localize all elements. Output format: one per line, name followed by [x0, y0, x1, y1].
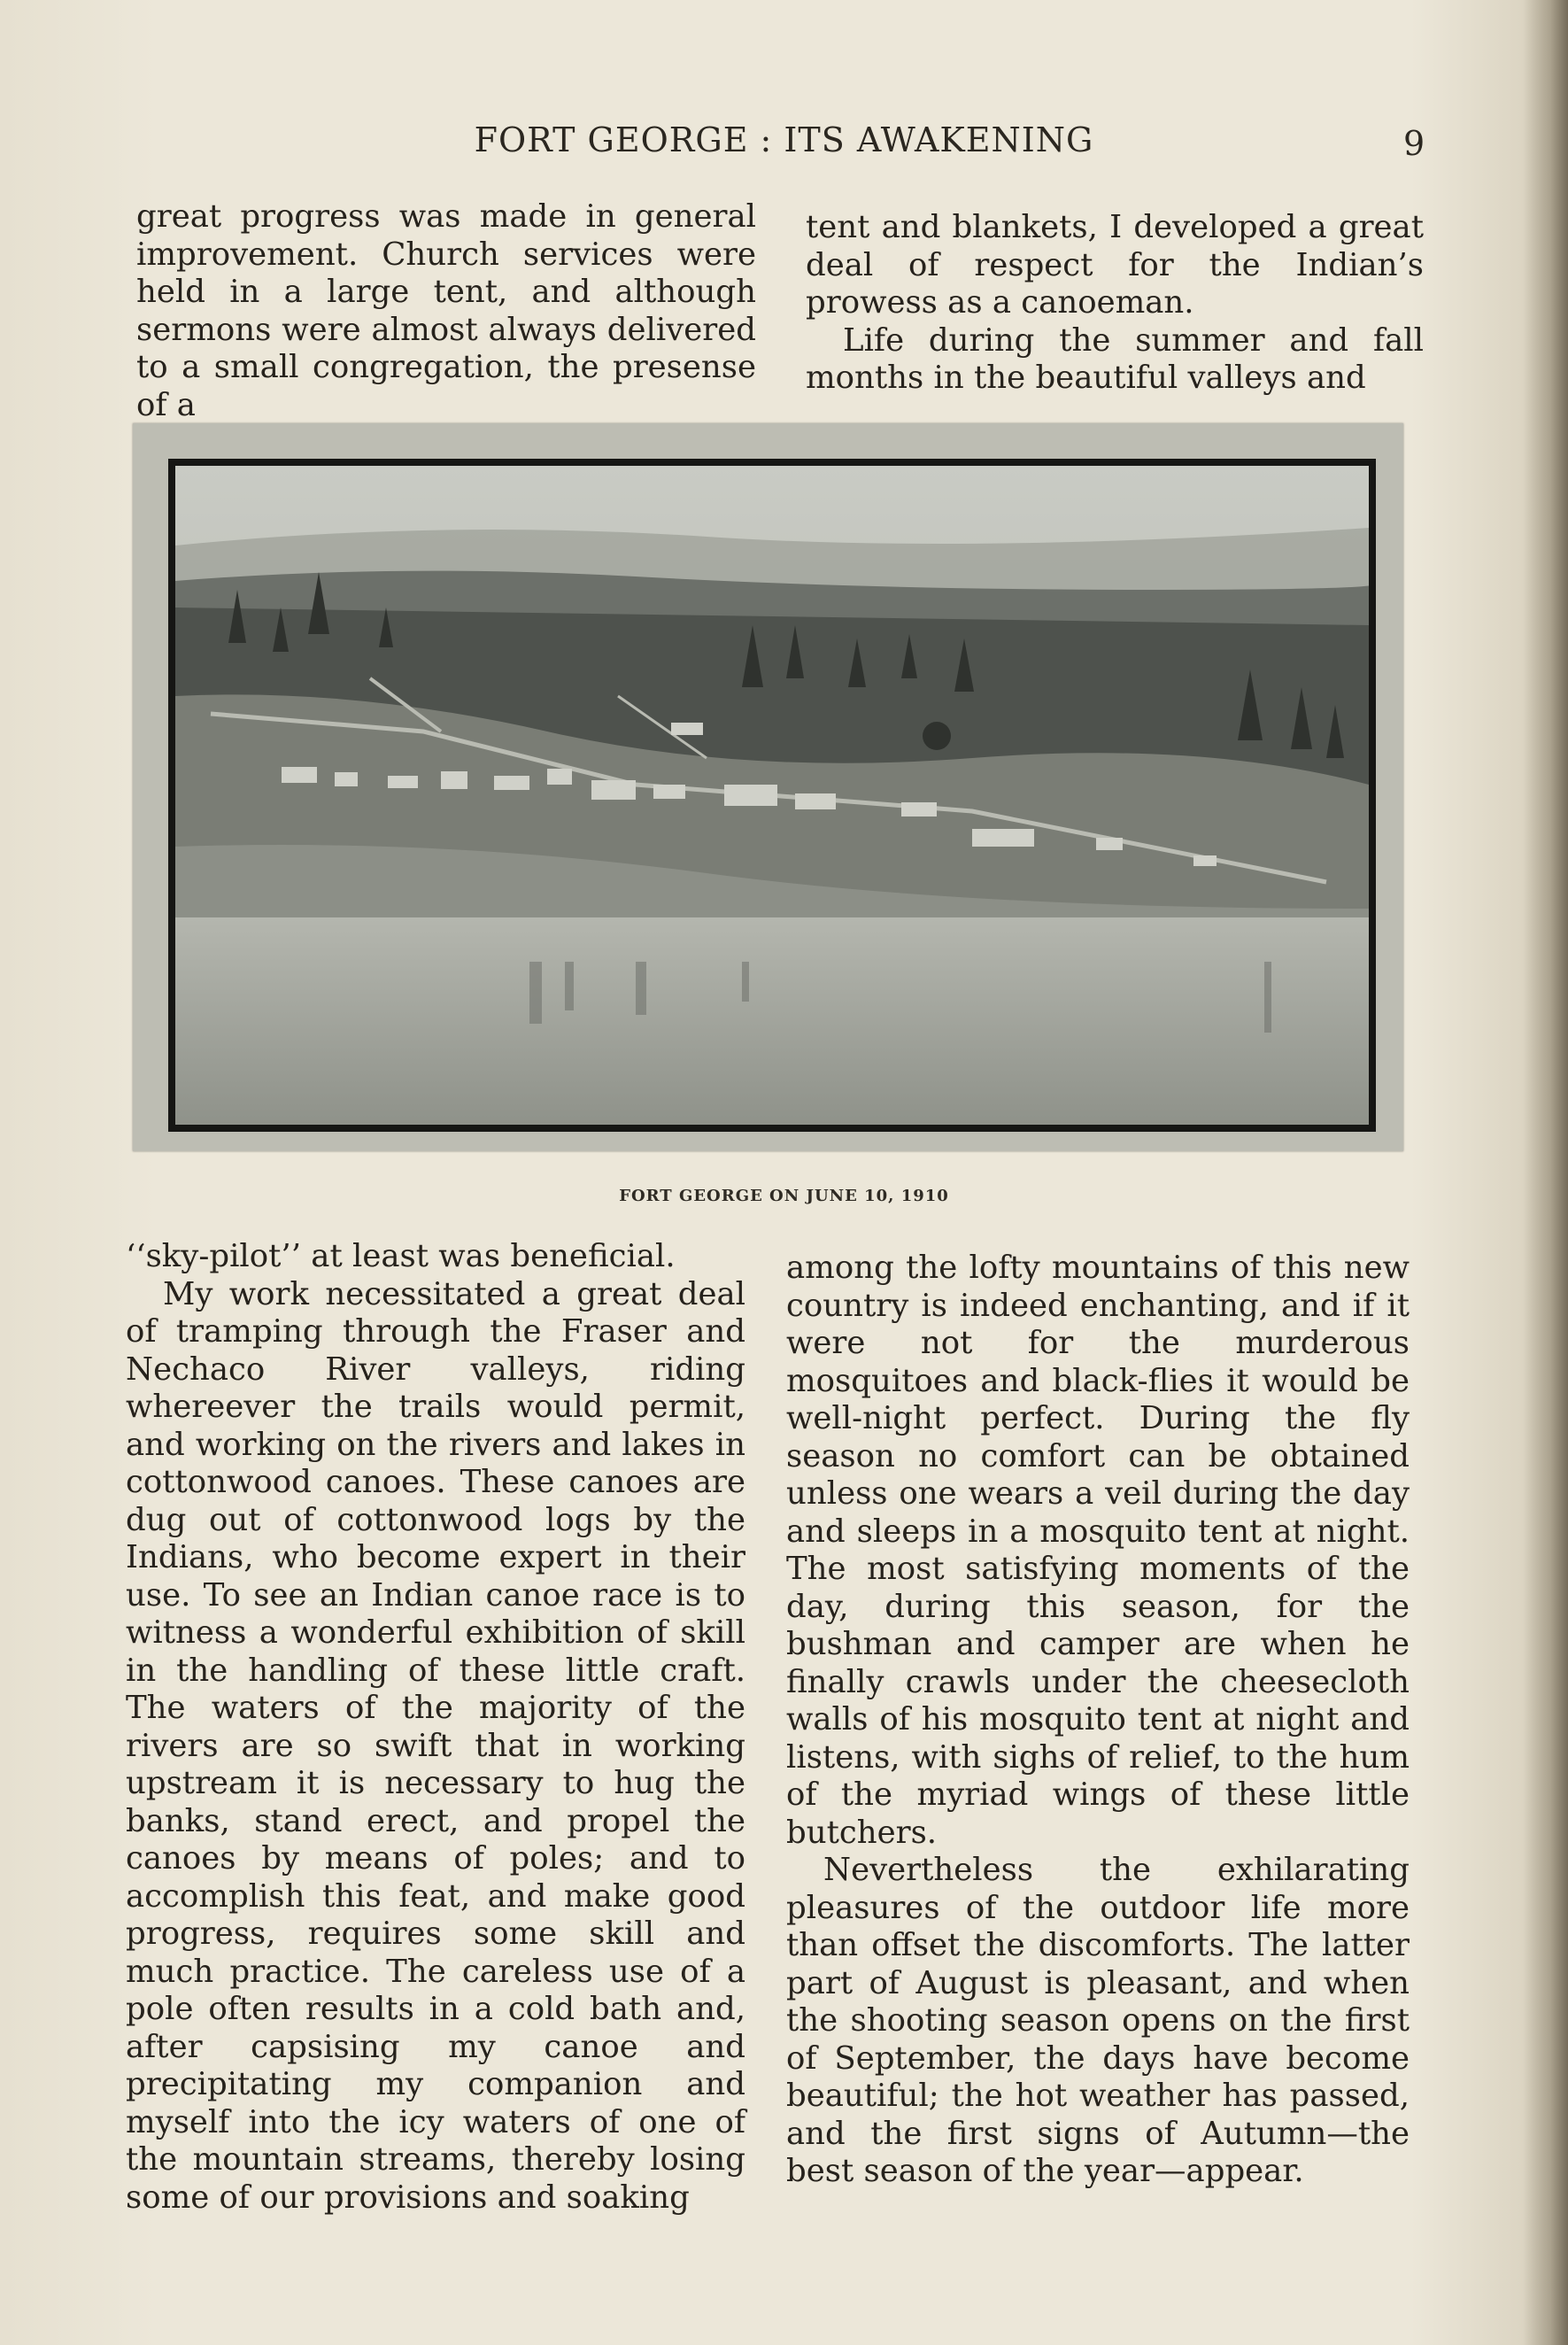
- page-number: 9: [1403, 124, 1425, 163]
- page-edge-shadow: [1524, 0, 1568, 2345]
- paragraph: ‘‘sky-pilot’’ at least was beneficial.: [126, 1238, 676, 1274]
- paragraph: Life during the summer and fall months in the beautiful valleys and: [806, 321, 1424, 396]
- figure-caption: FORT GEORGE ON JUNE 10, 1910: [619, 1187, 949, 1205]
- paragraph: great progress was made in general improvement. Church services were held in a large tent, and although sermons were almost always delivered to a small congregation, the presense of a: [136, 198, 756, 423]
- column-bottom-right: [786, 1250, 1410, 2191]
- column-top-right: [806, 209, 1424, 398]
- paragraph: among the lofty mountains of this new country is indeed enchanting, and if it were not for the murderous mosquitoes and black-flies it would be well-night perfect. During the fly season no comfort can be obtained unless one wears a veil during the day and sleeps in a mosquito tent at night. The most satisfying moments of the day, during this season, for the bushman and camper are when he finally crawls under the cheesecloth walls of his mosquito tent at night and listens, with sighs of relief, to the hum of the myriad wings of these little butchers.: [786, 1250, 1410, 1851]
- paragraph: tent and blankets, I developed a great deal of respect for the Indian’s prowess as a canoeman.: [806, 209, 1424, 321]
- column-top-left: [136, 198, 756, 424]
- running-title: FORT GEORGE : ITS AWAKENING: [474, 120, 1094, 159]
- landscape-photo: [175, 466, 1369, 1125]
- paragraph: Nevertheless the exhilarating pleasures of the outdoor life more than offset the discomforts. The latter part of August is pleasant, and when the shooting season opens on the first of September, the days have become beautiful; the hot weather has passed, and the first signs of Autumn—the best season of the year—appear.: [786, 1852, 1410, 2189]
- photo-plate: [133, 423, 1403, 1151]
- paragraph: My work necessitated a great deal of tramping through the Fraser and Nechaco River valleys, riding whereever the trails would permit, and working on the rivers and lakes in cottonwood canoes. These canoes are dug out of cottonwood logs by the Indians, who become expert in their use. To see an Indian canoe race is to witness a wonderful exhibition of skill in the handling of these little craft. The waters of the majority of the rivers are so swift that in working upstream it is necessary to hug the banks, stand erect, and propel the canoes by means of poles; and to accomplish this feat, and make good progress, requires some skill and much practice. The careless use of a pole often results in a cold bath and, after capsising my canoe and precipitating my companion and myself into the icy waters of one of the mountain streams, thereby losing some of our provisions and soaking: [126, 1275, 745, 2216]
- column-bottom-left: [126, 1238, 745, 2217]
- photograph-fort-george: [168, 459, 1376, 1132]
